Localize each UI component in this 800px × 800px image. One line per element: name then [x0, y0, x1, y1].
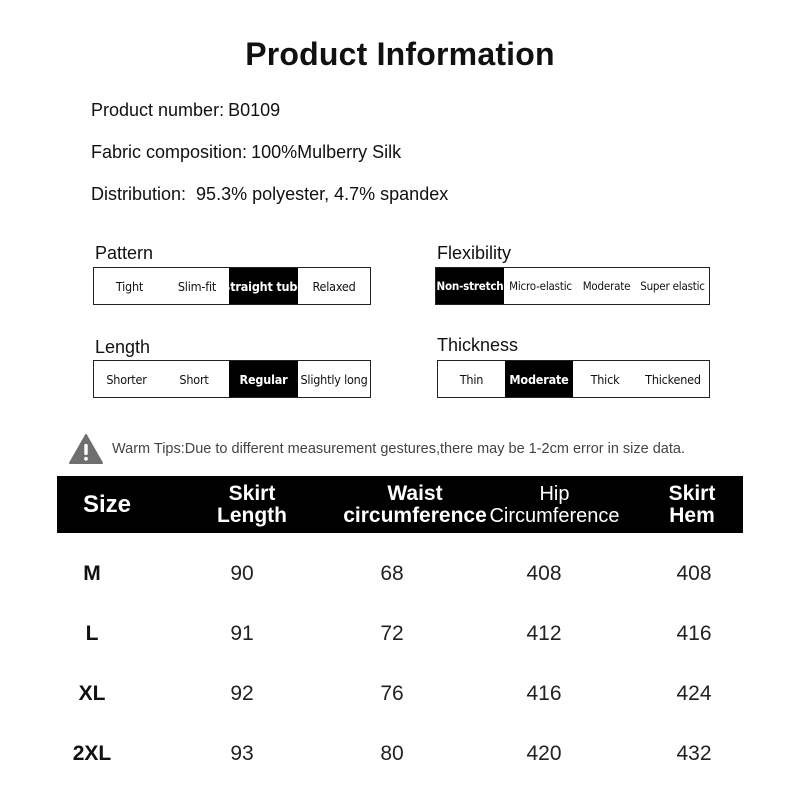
warm-tips-text: Warm Tips:Due to different measurement gestures,there may be 1-2cm error in size data. [112, 441, 685, 457]
length-title: Length [95, 337, 151, 357]
cell-skirt-length: 91 [230, 622, 254, 645]
thickness-title: Thickness [437, 335, 519, 355]
cell-skirt-length: 92 [230, 682, 254, 705]
pattern-option: Straight tube [229, 268, 298, 304]
flexibility-option: Micro-elastic [509, 279, 572, 293]
fabric-composition-label: Fabric composition: [91, 142, 248, 162]
thickness-option: Moderate [505, 361, 573, 397]
pattern-option: Slim-fit [177, 278, 217, 294]
header-size [57, 476, 157, 533]
length-option: Slightly long [300, 371, 368, 387]
cell-skirt-length: 93 [230, 742, 254, 765]
size-table-header [57, 476, 743, 533]
cell-size: XL [78, 682, 106, 705]
header-skirt-length [187, 476, 317, 533]
thickness-option: Thickened [645, 371, 701, 387]
cell-hip: 412 [526, 622, 562, 645]
cell-waist: 76 [380, 682, 404, 705]
cell-size: M [83, 562, 101, 585]
thickness-scale [437, 360, 710, 398]
table-row [57, 614, 743, 654]
product-number-line [91, 100, 280, 121]
header-hip-circumference [487, 476, 622, 533]
header-line: Length [217, 503, 287, 527]
header-waist-circumference [315, 476, 515, 533]
product-number-label: Product number: [91, 100, 225, 120]
distribution-label: Distribution: [91, 184, 187, 204]
cell-waist: 72 [380, 622, 404, 645]
cell-hip: 416 [526, 682, 562, 705]
table-row [57, 734, 743, 774]
cell-waist: 80 [380, 742, 404, 765]
cell-hem: 432 [676, 742, 712, 765]
cell-hem: 416 [676, 622, 712, 645]
fabric-composition-line [91, 142, 401, 163]
flexibility-option: Non-stretch [436, 268, 504, 304]
table-row [57, 554, 743, 594]
header-line: Skirt [228, 481, 276, 505]
fabric-composition-value: 100%Mulberry Silk [251, 142, 402, 162]
flexibility-scale [435, 267, 710, 305]
pattern-scale [93, 267, 371, 305]
product-number-value: B0109 [228, 100, 281, 120]
thickness-option: Thin [459, 371, 484, 387]
table-row [57, 674, 743, 714]
cell-waist: 68 [380, 562, 404, 585]
header-line: Skirt [668, 481, 716, 505]
cell-hem: 424 [676, 682, 712, 705]
cell-hem: 408 [676, 562, 712, 585]
header-skirt-hem [647, 476, 737, 533]
length-option: Short [179, 371, 209, 387]
header-line: circumference [343, 503, 487, 527]
length-scale [93, 360, 371, 398]
cell-size: L [85, 622, 99, 645]
warning-icon [68, 433, 104, 465]
cell-hip: 408 [526, 562, 562, 585]
pattern-option: Tight [115, 278, 144, 294]
distribution-value: 95.3% polyester, 4.7% spandex [196, 184, 449, 204]
pattern-option: Relaxed [312, 278, 356, 294]
flexibility-title: Flexibility [437, 243, 512, 263]
distribution-line [91, 184, 448, 205]
page-title: Product Information [245, 36, 555, 72]
header-size-line: Size [82, 490, 132, 518]
length-option: Regular [229, 361, 298, 397]
thickness-option: Thick [590, 371, 620, 387]
header-line: Hip [539, 482, 570, 505]
length-option: Shorter [106, 371, 147, 387]
header-line: Circumference [489, 504, 620, 527]
header-line: Hem [669, 503, 715, 527]
flexibility-option: Super elastic [640, 279, 705, 293]
header-line: Waist [387, 481, 443, 505]
cell-skirt-length: 90 [230, 562, 254, 585]
flexibility-option: Moderate [582, 279, 631, 293]
cell-size: 2XL [72, 742, 112, 765]
warm-tips [68, 432, 685, 466]
pattern-title: Pattern [95, 243, 154, 263]
cell-hip: 420 [526, 742, 562, 765]
